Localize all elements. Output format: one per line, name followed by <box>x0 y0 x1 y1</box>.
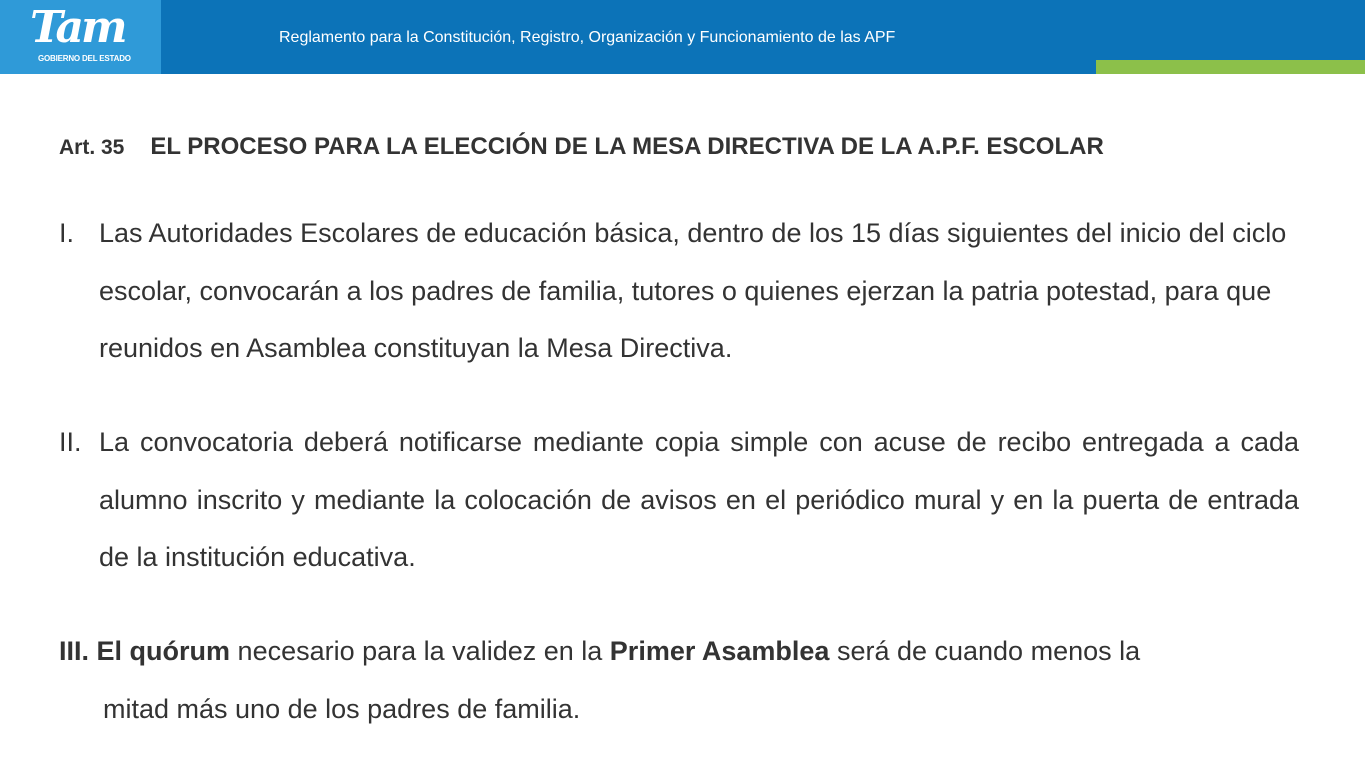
primer-asamblea-term: Primer Asamblea <box>609 636 830 666</box>
document-title: Reglamento para la Constitución, Registro, Organización y Funcionamiento de las APF <box>279 29 896 46</box>
logo-wordmark: Tam <box>30 2 125 53</box>
paragraph-3 <box>59 623 1319 738</box>
paragraph-text: necesario para la validez en la <box>237 636 603 666</box>
paragraph-text: será de cuando menos la <box>836 636 1141 666</box>
paragraph-text: Las Autoridades Escolares de educación básica, dentro de los 15 días siguientes del inicio del ciclo escolar, convocarán a los padres de familia, tutores o quienes ejerzan la patria potestad, para que reunidos en Asamblea constituyan la Mesa Directiva. <box>99 218 1287 363</box>
paragraph-2 <box>59 414 1299 587</box>
article-number: Art. 35 <box>59 136 125 159</box>
article-title: EL PROCESO PARA LA ELECCIÓN DE LA MESA DIRECTIVA DE LA A.P.F. ESCOLAR <box>150 133 1104 160</box>
paragraph-numeral: I. <box>59 218 75 248</box>
quorum-term: El quórum <box>96 636 231 666</box>
article-heading <box>59 130 1309 165</box>
accent-stripe <box>1096 60 1365 74</box>
paragraph-1 <box>59 205 1299 378</box>
paragraph-continuation: mitad más uno de los padres de familia. <box>103 693 581 724</box>
paragraph-numeral: III. <box>59 636 90 666</box>
paragraph-text: La convocatoria deberá notificarse mediante copia simple con acuse de recibo entregada a cada alumno inscrito y mediante la colocación de avisos en el periódico mural y en la puerta de entrada de la institución educativa. <box>99 427 1299 572</box>
paragraph-numeral: II. <box>59 427 82 457</box>
logo <box>0 0 161 74</box>
logo-subtext: GOBIERNO DEL ESTADO <box>38 54 131 63</box>
